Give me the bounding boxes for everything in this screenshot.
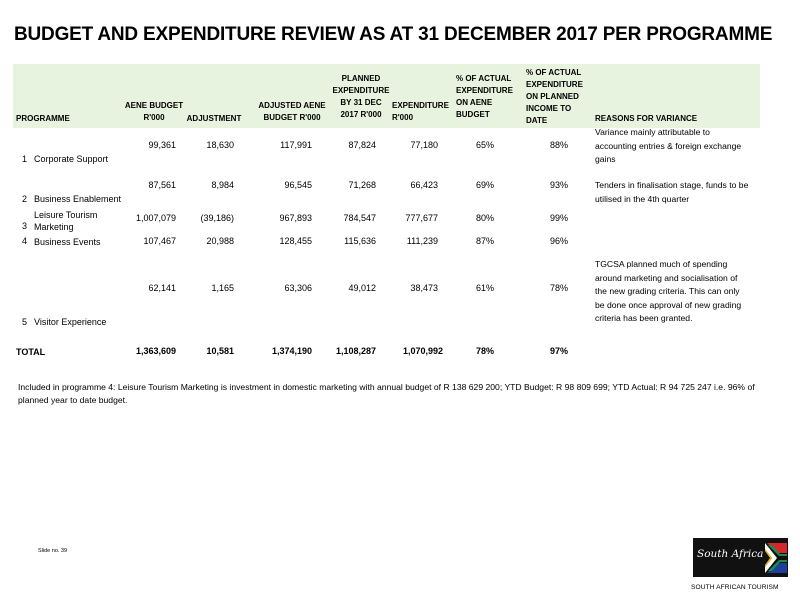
adjusted-budget-cell: 117,991 — [280, 140, 312, 150]
planned-expenditure-cell: 115,636 — [344, 236, 376, 246]
header-line: ON AENE — [456, 98, 493, 107]
adjusted-budget-cell: 63,306 — [284, 283, 312, 293]
logo-subtitle: SOUTH AFRICAN TOURISM — [691, 584, 779, 591]
programme-number: 1 — [22, 154, 28, 164]
header-line: % OF ACTUAL — [456, 74, 512, 83]
header-line: BUDGET R'000 — [263, 113, 321, 122]
programme-name-line: Marketing — [34, 222, 74, 232]
planned-expenditure-cell: 87,824 — [348, 140, 376, 150]
header-line: EXPENDITURE — [332, 86, 390, 95]
total-pct-planned: 97% — [549, 346, 568, 356]
header-line: 2017 R'000 — [340, 110, 382, 119]
header-line: INCOME TO — [526, 104, 572, 113]
planned-expenditure-cell: 71,268 — [348, 180, 376, 190]
flag-icon — [765, 541, 787, 575]
reason-line: Tenders in finalisation stage, funds to be — [595, 180, 749, 190]
header-line: DATE — [526, 116, 548, 125]
total-aene-budget: 1,363,609 — [135, 346, 176, 356]
adjusted-budget-cell: 967,893 — [279, 213, 312, 223]
reason-line: gains — [595, 154, 616, 164]
adjustment-cell: 8,984 — [211, 180, 234, 190]
header-line: EXPENDITURE — [456, 86, 513, 95]
pct-planned-cell: 88% — [549, 140, 568, 150]
header-line: EXPENDITURE — [392, 101, 449, 110]
header-programme: PROGRAMME — [16, 114, 70, 123]
aene-budget-cell: 62,141 — [148, 283, 176, 293]
planned-expenditure-cell: 49,012 — [348, 283, 376, 293]
header-line: EXPENDITURE — [526, 80, 583, 89]
header-line: ADJUSTED AENE — [258, 101, 326, 110]
expenditure-cell: 777,677 — [405, 213, 438, 223]
adjustment-cell: 18,630 — [206, 140, 234, 150]
expenditure-cell: 38,473 — [410, 283, 438, 293]
variance-reason — [595, 179, 775, 206]
header-line: AENE BUDGET — [124, 101, 184, 110]
aene-budget-cell: 107,467 — [143, 236, 176, 246]
reason-line: around marketing and socialisation of — [595, 272, 738, 283]
programme-number: 5 — [22, 317, 28, 327]
pct-aene-cell: 65% — [475, 140, 494, 150]
reason-line: TGCSA planned much of spending — [595, 259, 728, 269]
programme-name-line: Leisure Tourism — [34, 210, 98, 220]
header-line: ON PLANNED — [526, 92, 579, 101]
header-reasons: REASONS FOR VARIANCE — [595, 114, 698, 123]
adjusted-budget-cell: 128,455 — [279, 236, 312, 246]
header-aene-budget — [118, 100, 190, 124]
total-planned-expenditure: 1,108,287 — [335, 346, 376, 356]
expenditure-cell: 111,239 — [406, 236, 438, 246]
reason-line: accounting entries & foreign exchange — [595, 140, 742, 151]
pct-planned-cell: 78% — [549, 283, 568, 293]
expenditure-cell: 66,423 — [410, 180, 438, 190]
planned-expenditure-cell: 784,547 — [343, 213, 376, 223]
programme-number: 3 — [22, 221, 28, 231]
aene-budget-cell: 99,361 — [148, 140, 176, 150]
slide-number: Slide no. 39 — [38, 548, 68, 554]
programme-number: 4 — [22, 236, 28, 246]
pct-planned-cell: 99% — [549, 213, 568, 223]
header-line: R'000 — [392, 113, 414, 122]
header-pct-aene — [456, 73, 521, 121]
pct-aene-cell: 87% — [475, 236, 494, 246]
header-pct-planned — [526, 67, 591, 127]
aene-budget-cell: 87,561 — [148, 180, 176, 190]
programme-name: Visitor Experience — [34, 317, 107, 327]
header-adjustment: ADJUSTMENT — [186, 114, 242, 123]
total-pct-aene: 78% — [475, 346, 494, 356]
adjusted-budget-cell: 96,545 — [284, 180, 312, 190]
pct-aene-cell: 69% — [475, 180, 494, 190]
reason-line: utilised in the 4th quarter — [595, 193, 690, 204]
total-label: TOTAL — [16, 347, 46, 357]
reason-line: Variance mainly attributable to — [595, 127, 710, 137]
footnote: Included in programme 4: Leisure Tourism Marketing is investment in domestic marketing with annual budget of R 138 629 200; YTD Budget: R 98 809 699; YTD Actual: R 94 725 247 i.e. 96% of planned year to date budget. — [18, 382, 755, 405]
programme-number: 2 — [22, 194, 28, 204]
adjustment-cell: 1,165 — [211, 283, 234, 293]
variance-reason — [595, 258, 767, 326]
header-line: R'000 — [143, 113, 165, 122]
header-expenditure — [392, 100, 452, 124]
header-line: BUDGET — [456, 110, 490, 119]
pct-planned-cell: 93% — [549, 180, 568, 190]
header-planned-expenditure — [330, 73, 392, 121]
adjustment-cell: 20,988 — [206, 236, 234, 246]
programme-name: Business Enablement — [34, 194, 122, 204]
header-adjusted-budget — [254, 100, 330, 124]
total-adjustment: 10,581 — [206, 346, 234, 356]
reason-line: criteria has been granted. — [595, 313, 693, 323]
header-line: BY 31 DEC — [340, 98, 382, 107]
variance-reason — [595, 126, 767, 167]
expenditure-cell: 77,180 — [410, 140, 438, 150]
header-line: PLANNED — [341, 74, 381, 83]
page-title: BUDGET AND EXPENDITURE REVIEW AS AT 31 DECEMBER 2017 PER PROGRAMME — [14, 24, 773, 45]
pct-aene-cell: 80% — [475, 213, 494, 223]
logo-wordmark: South Africa — [697, 548, 764, 560]
pct-planned-cell: 96% — [549, 236, 568, 246]
reason-line: be done once approval of new grading — [595, 299, 742, 310]
reason-line: the new grading criteria. This can only — [595, 286, 740, 296]
programme-name — [34, 209, 97, 233]
programme-name: Business Events — [34, 237, 101, 247]
aene-budget-cell: 1,007,079 — [135, 213, 176, 223]
pct-aene-cell: 61% — [475, 283, 494, 293]
total-adjusted-budget: 1,374,190 — [271, 346, 312, 356]
adjustment-cell: (39,186) — [200, 213, 234, 223]
total-expenditure: 1,070,992 — [402, 346, 443, 356]
programme-name: Corporate Support — [34, 154, 109, 164]
header-line: % OF ACTUAL — [526, 68, 582, 77]
